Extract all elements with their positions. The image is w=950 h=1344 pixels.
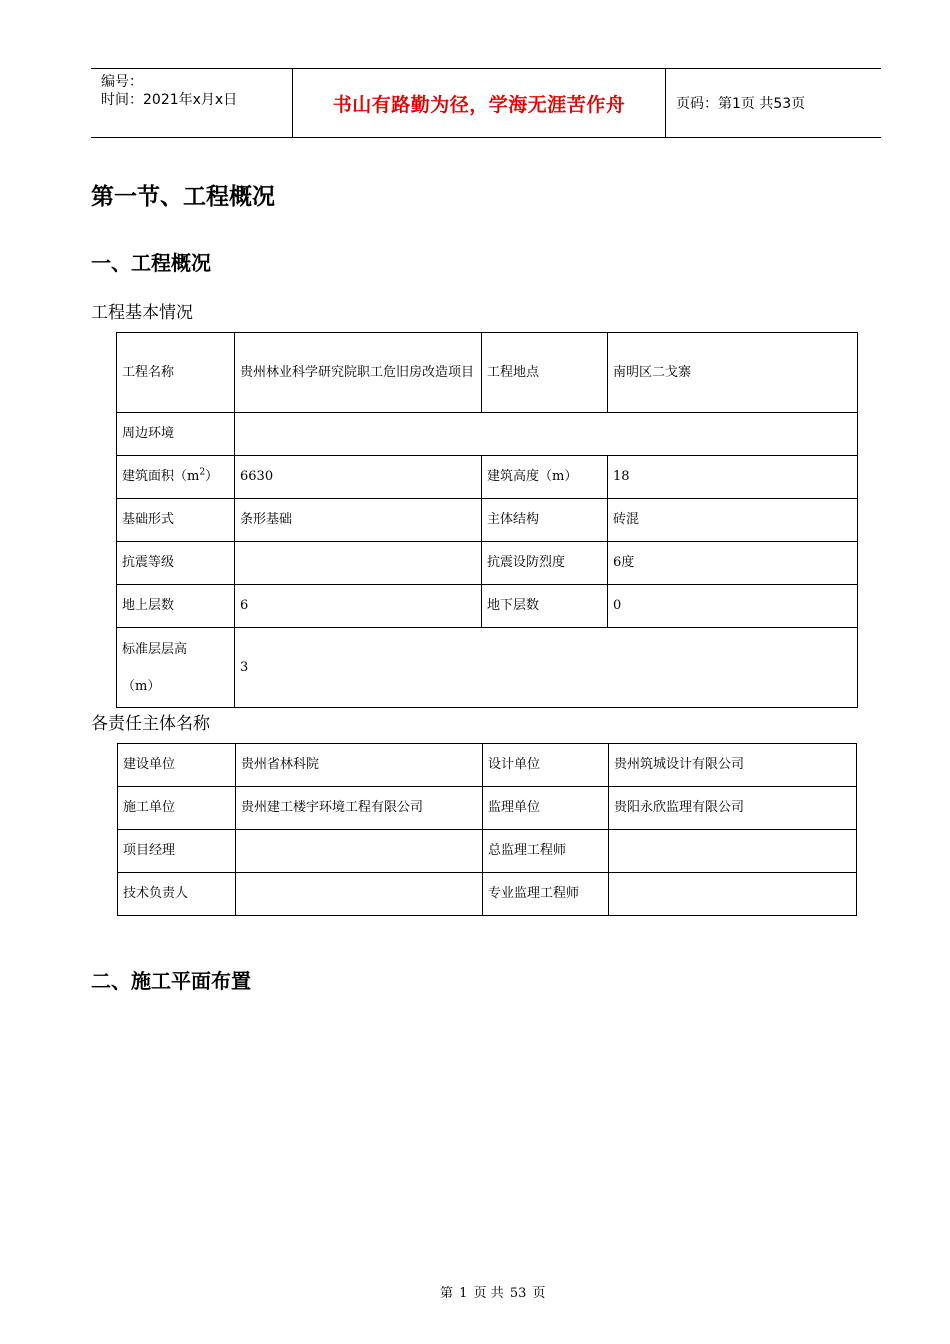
- footer-page: 1: [459, 1286, 468, 1301]
- party-value: 贵州筑城设计有限公司: [609, 744, 857, 787]
- seismic-grade-value: [235, 542, 482, 585]
- footer-mid: 页 共: [473, 1286, 504, 1301]
- foundation-value: 条形基础: [235, 499, 482, 542]
- party-label: 项目经理: [118, 830, 236, 873]
- table-row: [117, 542, 858, 585]
- footer-prefix: 第: [440, 1286, 454, 1301]
- party-label: 总监理工程师: [483, 830, 609, 873]
- foundation-label: 基础形式: [117, 499, 235, 542]
- location-label: 工程地点: [482, 333, 608, 413]
- party-value: 贵阳永欣监理有限公司: [609, 787, 857, 830]
- header-motto-cell: [293, 69, 666, 137]
- time-label: 时间：2021年x月x日: [101, 92, 238, 108]
- structure-value: 砖混: [608, 499, 858, 542]
- party-label: 设计单位: [483, 744, 609, 787]
- seismic-intensity-label: 抗震设防烈度: [482, 542, 608, 585]
- section-title: 第一节、工程概况: [91, 184, 275, 210]
- table-row: [118, 830, 857, 873]
- area-label: [117, 456, 235, 499]
- heading-site-layout: 二、施工平面布置: [91, 969, 251, 993]
- project-name-label: 工程名称: [117, 333, 235, 413]
- floors-below-value: 0: [608, 585, 858, 628]
- table-row: [118, 873, 857, 916]
- party-value: 贵州建工楼宇环境工程有限公司: [236, 787, 483, 830]
- height-value: 18: [608, 456, 858, 499]
- location-value: 南明区二戈寨: [608, 333, 858, 413]
- party-label: 监理单位: [483, 787, 609, 830]
- party-value: 贵州省林科院: [236, 744, 483, 787]
- footer-suffix: 页: [532, 1286, 546, 1301]
- party-label: 施工单位: [118, 787, 236, 830]
- seismic-intensity-value: 6度: [608, 542, 858, 585]
- motto: 书山有路勤为径，学海无涯苦作舟: [332, 93, 626, 116]
- table-row: [117, 628, 858, 708]
- party-label: 专业监理工程师: [483, 873, 609, 916]
- subheading-parties: 各责任主体名称: [91, 714, 210, 734]
- environment-value: [235, 413, 858, 456]
- party-value: [609, 830, 857, 873]
- table-row: [117, 499, 858, 542]
- area-value: 6630: [235, 456, 482, 499]
- area-label-text: 建筑面积（m: [122, 469, 200, 484]
- structure-label: 主体结构: [482, 499, 608, 542]
- table-row: [118, 744, 857, 787]
- page-header: [91, 68, 881, 138]
- subheading-basic-info: 工程基本情况: [91, 303, 193, 323]
- party-value: [236, 873, 483, 916]
- floor-height-label: [117, 628, 235, 708]
- table-row: [118, 787, 857, 830]
- floor-height-value: 3: [235, 628, 858, 708]
- table-row: [117, 413, 858, 456]
- area-label-sup: 2: [199, 467, 206, 478]
- header-meta-cell: [91, 69, 293, 137]
- table-row: [117, 585, 858, 628]
- heading-project-overview: 一、工程概况: [91, 251, 211, 275]
- height-label: 建筑高度（m）: [482, 456, 608, 499]
- floors-above-label: 地上层数: [117, 585, 235, 628]
- party-value: [236, 830, 483, 873]
- serial-label: 编号：: [101, 74, 143, 90]
- header-page-cell: [666, 69, 881, 137]
- floors-below-label: 地下层数: [482, 585, 608, 628]
- page-footer: [0, 1282, 950, 1301]
- page-number-label: 页码：第1页 共53页: [676, 96, 806, 112]
- party-label: 技术负责人: [118, 873, 236, 916]
- area-label-end: ）: [205, 469, 219, 484]
- basic-info-table: [116, 332, 858, 708]
- party-value: [609, 873, 857, 916]
- floor-height-label-line2: （m）: [122, 678, 161, 694]
- footer-total: 53: [509, 1286, 527, 1301]
- floor-height-label-line1: 标准层层高: [122, 641, 188, 657]
- environment-label: 周边环境: [117, 413, 235, 456]
- seismic-grade-label: 抗震等级: [117, 542, 235, 585]
- floors-above-value: 6: [235, 585, 482, 628]
- parties-table: [117, 743, 857, 916]
- project-name-value: [235, 333, 482, 413]
- project-name-text: 贵州林业科学研究院职工危旧房改造项目: [240, 364, 475, 380]
- table-row: [117, 333, 858, 413]
- table-row: [117, 456, 858, 499]
- party-label: 建设单位: [118, 744, 236, 787]
